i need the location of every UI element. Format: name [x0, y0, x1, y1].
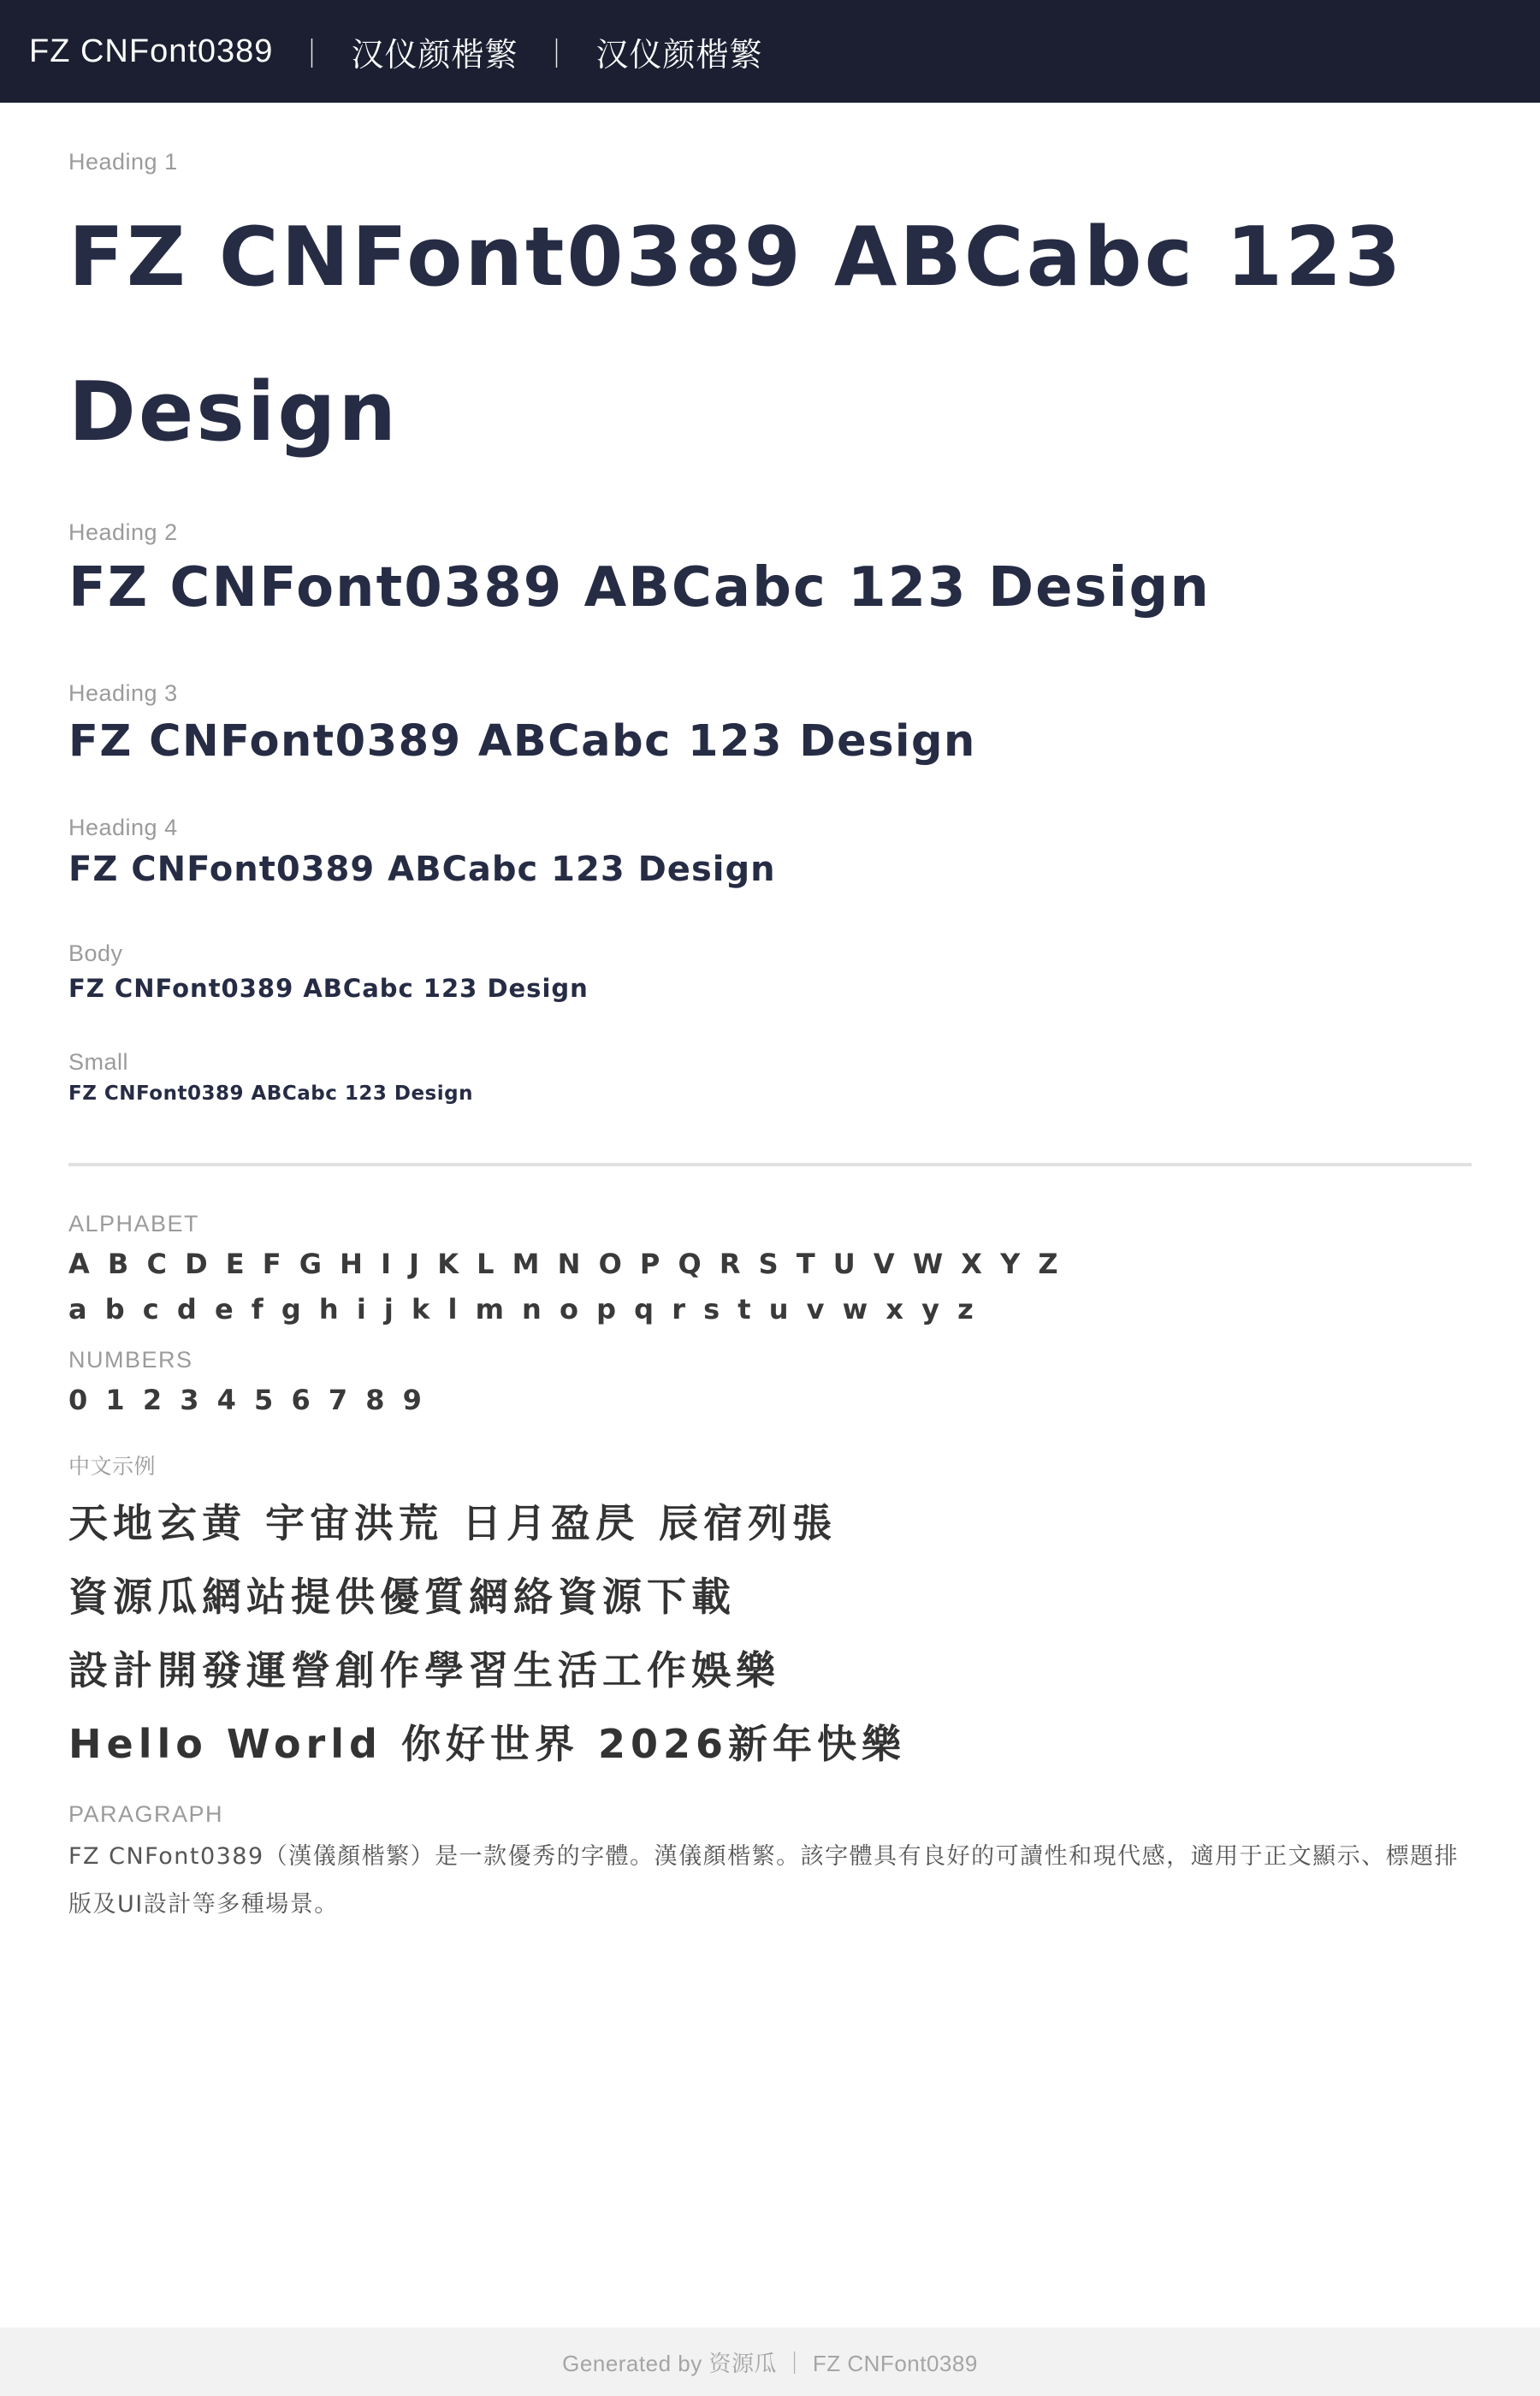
- paragraph-section: [68, 1801, 1472, 1928]
- header-font-name-latin: FZ CNFont0389: [29, 33, 274, 69]
- specimen-label-heading-4: Heading 4: [68, 815, 178, 841]
- paragraph-sample-text: FZ CNFont0389（漢儀顏楷繁）是一款優秀的字體。漢儀顏楷繁。該字體具有良好的可讀性和現代感，適用于正文顯示、標題排版及UI設計等多種場景。: [68, 1843, 1460, 1918]
- footer-credit-text: Generated by 资源瓜 ｜ FZ CNFont0389: [562, 2350, 978, 2376]
- alphabet-uppercase-row: A B C D E F G H I J K L M N O P Q R S T U V W X Y Z: [68, 1247, 1063, 1280]
- chinese-sample-line-2: 資源瓜網站提供優質網絡資源下載: [68, 1574, 736, 1621]
- numbers-row: 0 1 2 3 4 5 6 7 8 9: [68, 1384, 426, 1417]
- header-separator: ｜: [542, 38, 572, 71]
- header-font-name-cn-alt: 汉仪颜楷繁: [595, 37, 763, 74]
- specimen-heading-3: [68, 680, 1472, 771]
- header-separator: ｜: [297, 38, 328, 71]
- chinese-sample-section: [68, 1455, 1472, 1781]
- specimen-sample-small: FZ CNFont0389 ABCabc 123 Design: [68, 1082, 473, 1105]
- specimen-sample-heading-1: FZ CNFont0389 ABCabc 123 Design: [68, 211, 1404, 460]
- specimen-label-body: Body: [68, 940, 123, 967]
- chinese-sample-line-1: 天地玄黄 宇宙洪荒 日月盈昃 辰宿列張: [68, 1500, 838, 1547]
- header-bar: [0, 0, 1540, 103]
- specimen-label-heading-2: Heading 2: [68, 519, 178, 546]
- alphabet-label: ALPHABET: [68, 1210, 200, 1237]
- specimen-label-heading-1: Heading 1: [68, 149, 178, 175]
- specimen-body: [68, 940, 1472, 1005]
- specimen-label-small: Small: [68, 1048, 129, 1075]
- alphabet-lowercase-row: a b c d e f g h i j k l m n o p q r s t u v w x y z: [68, 1292, 978, 1326]
- specimen-page: [0, 103, 1540, 1928]
- specimen-heading-4: [68, 815, 1472, 893]
- chinese-sample-line-4: Hello World 你好世界 2026新年快樂: [68, 1721, 906, 1768]
- numbers-label: NUMBERS: [68, 1347, 193, 1373]
- specimen-sample-heading-3: FZ CNFont0389 ABCabc 123 Design: [68, 715, 976, 767]
- footer-bar: [0, 2328, 1540, 2396]
- paragraph-label: PARAGRAPH: [68, 1801, 224, 1828]
- chinese-sample-label: 中文示例: [68, 1455, 157, 1480]
- alphabet-section: [68, 1211, 1472, 1420]
- header-font-name-cn: 汉仪颜楷繁: [351, 37, 518, 74]
- specimen-sample-heading-2: FZ CNFont0389 ABCabc 123 Design: [68, 556, 1211, 620]
- specimen-heading-1: [68, 149, 1472, 489]
- specimen-sample-heading-4: FZ CNFont0389 ABCabc 123 Design: [68, 850, 776, 890]
- specimen-small: [68, 1049, 1472, 1107]
- specimen-heading-2: [68, 519, 1472, 625]
- specimen-sample-body: FZ CNFont0389 ABCabc 123 Design: [68, 974, 589, 1004]
- specimen-label-heading-3: Heading 3: [68, 680, 178, 707]
- chinese-sample-line-3: 設計開發運營創作學習生活工作娛樂: [68, 1647, 780, 1694]
- section-divider: [68, 1163, 1472, 1166]
